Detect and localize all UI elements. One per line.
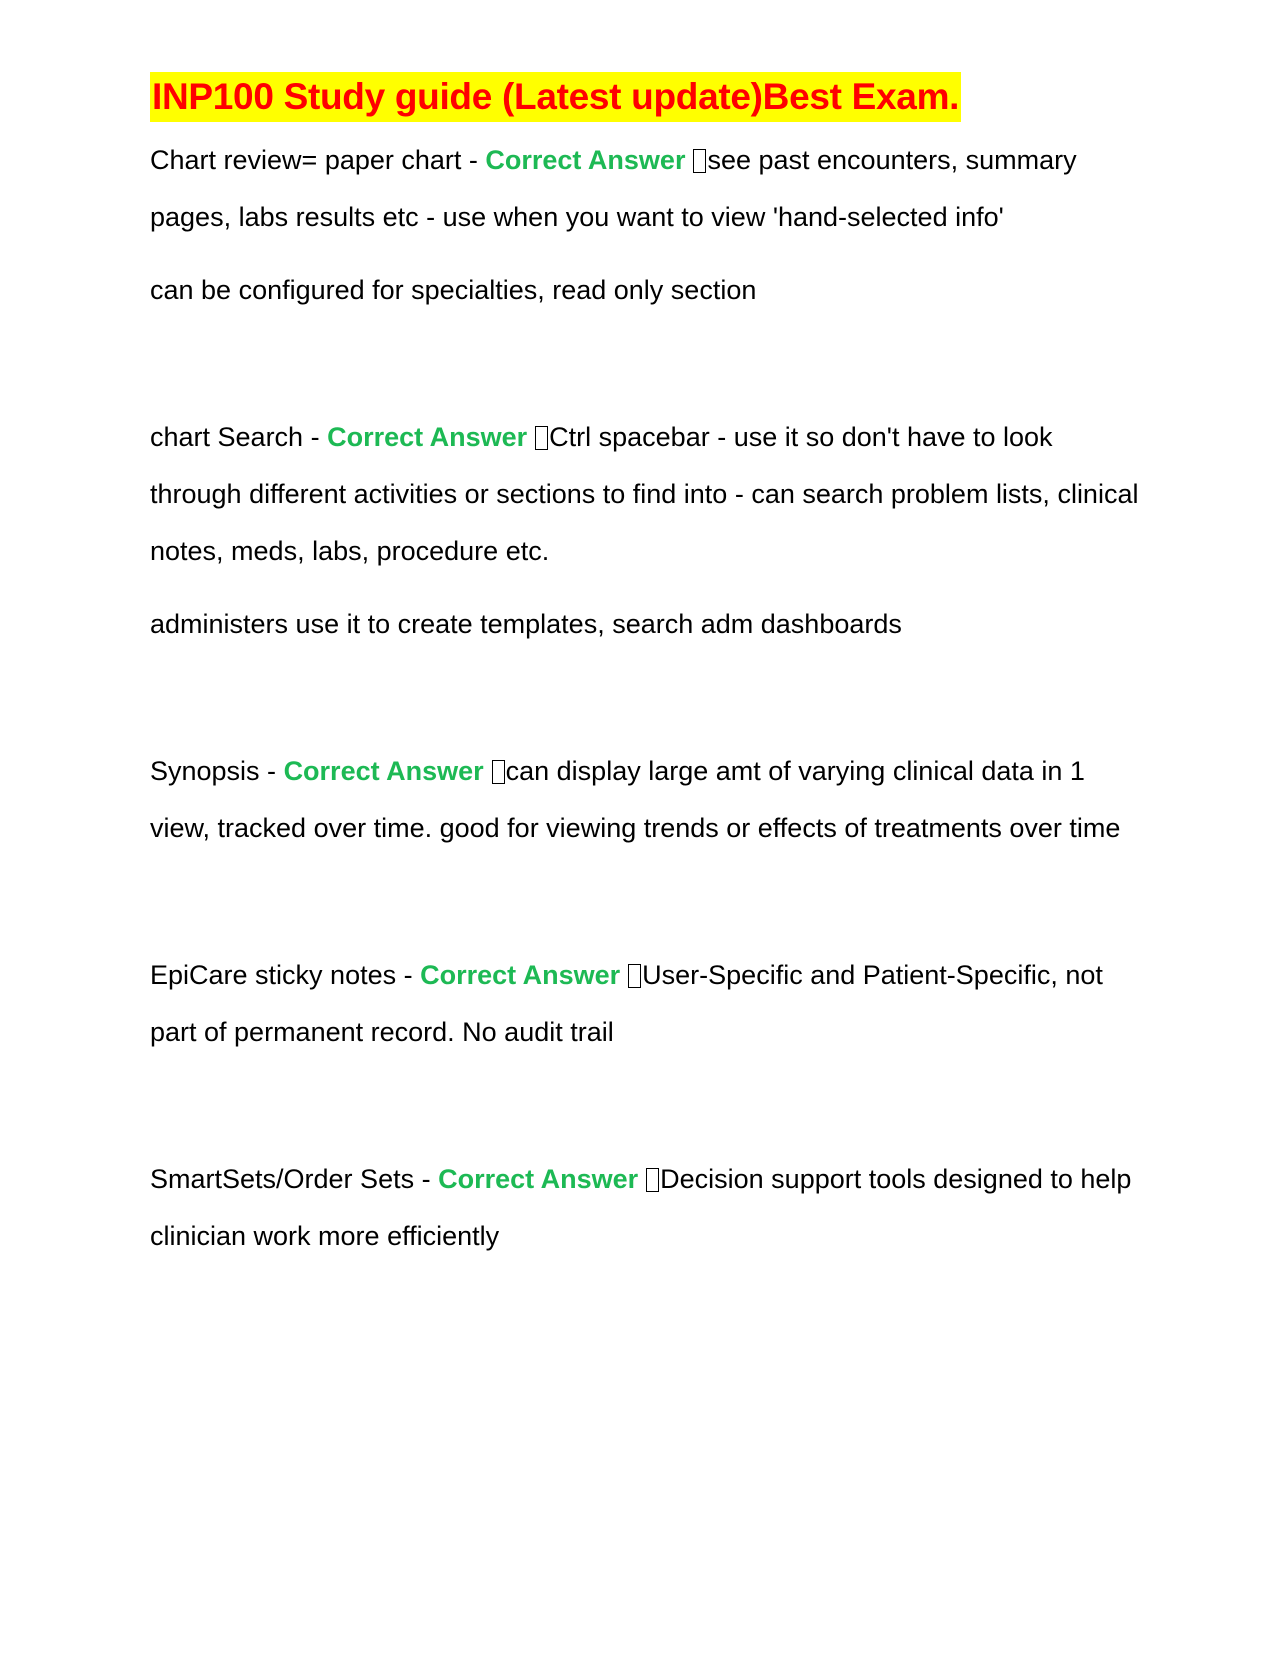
missing-glyph-box-icon (693, 149, 706, 173)
entry-answer: see past encounters, summary pages, labs results etc - use when you want to view 'hand-selected info' (150, 145, 1077, 232)
entry-term: chart Search - (150, 422, 328, 452)
entry-chart-review (150, 132, 1140, 246)
entry-chart-search (150, 409, 1140, 580)
correct-answer-label: Correct Answer (485, 145, 686, 175)
missing-glyph-box-icon (535, 426, 548, 450)
entry-answer: Decision support tools designed to help clinician work more efficiently (150, 1164, 1132, 1251)
entry-answer: User-Specific and Patient-Specific, not part of permanent record. No audit trail (150, 960, 1103, 1047)
missing-glyph-box-icon (628, 964, 641, 988)
entry-term: EpiCare sticky notes - (150, 960, 421, 990)
entry-term: Chart review= paper chart - (150, 145, 486, 175)
missing-glyph-box-icon (646, 1168, 659, 1192)
entry-epicare-sticky-notes (150, 947, 1140, 1061)
correct-answer-label: Correct Answer (438, 1164, 639, 1194)
entry-answer: can display large amt of varying clinical data in 1 view, tracked over time. good for viewing trends or effects of treatments over time (150, 756, 1121, 843)
correct-answer-label: Correct Answer (327, 422, 528, 452)
entry-smartsets-order-sets (150, 1151, 1140, 1265)
correct-answer-label: Correct Answer (283, 756, 484, 786)
entry-extra-note: administers use it to create templates, search adm dashboards (150, 609, 902, 639)
entry-extra-note: can be configured for specialties, read only section (150, 275, 757, 305)
entry-term: SmartSets/Order Sets - (150, 1164, 439, 1194)
entry-answer: Ctrl spacebar - use it so don't have to look through different activities or sections to find into - can search problem lists, clinical notes, meds, labs, procedure etc. (150, 422, 1139, 566)
entry-term: Synopsis - (150, 756, 284, 786)
document-title: INP100 Study guide (Latest update)Best Exam. (150, 72, 961, 122)
entry-synopsis (150, 743, 1140, 857)
correct-answer-label: Correct Answer (420, 960, 621, 990)
missing-glyph-box-icon (492, 760, 505, 784)
